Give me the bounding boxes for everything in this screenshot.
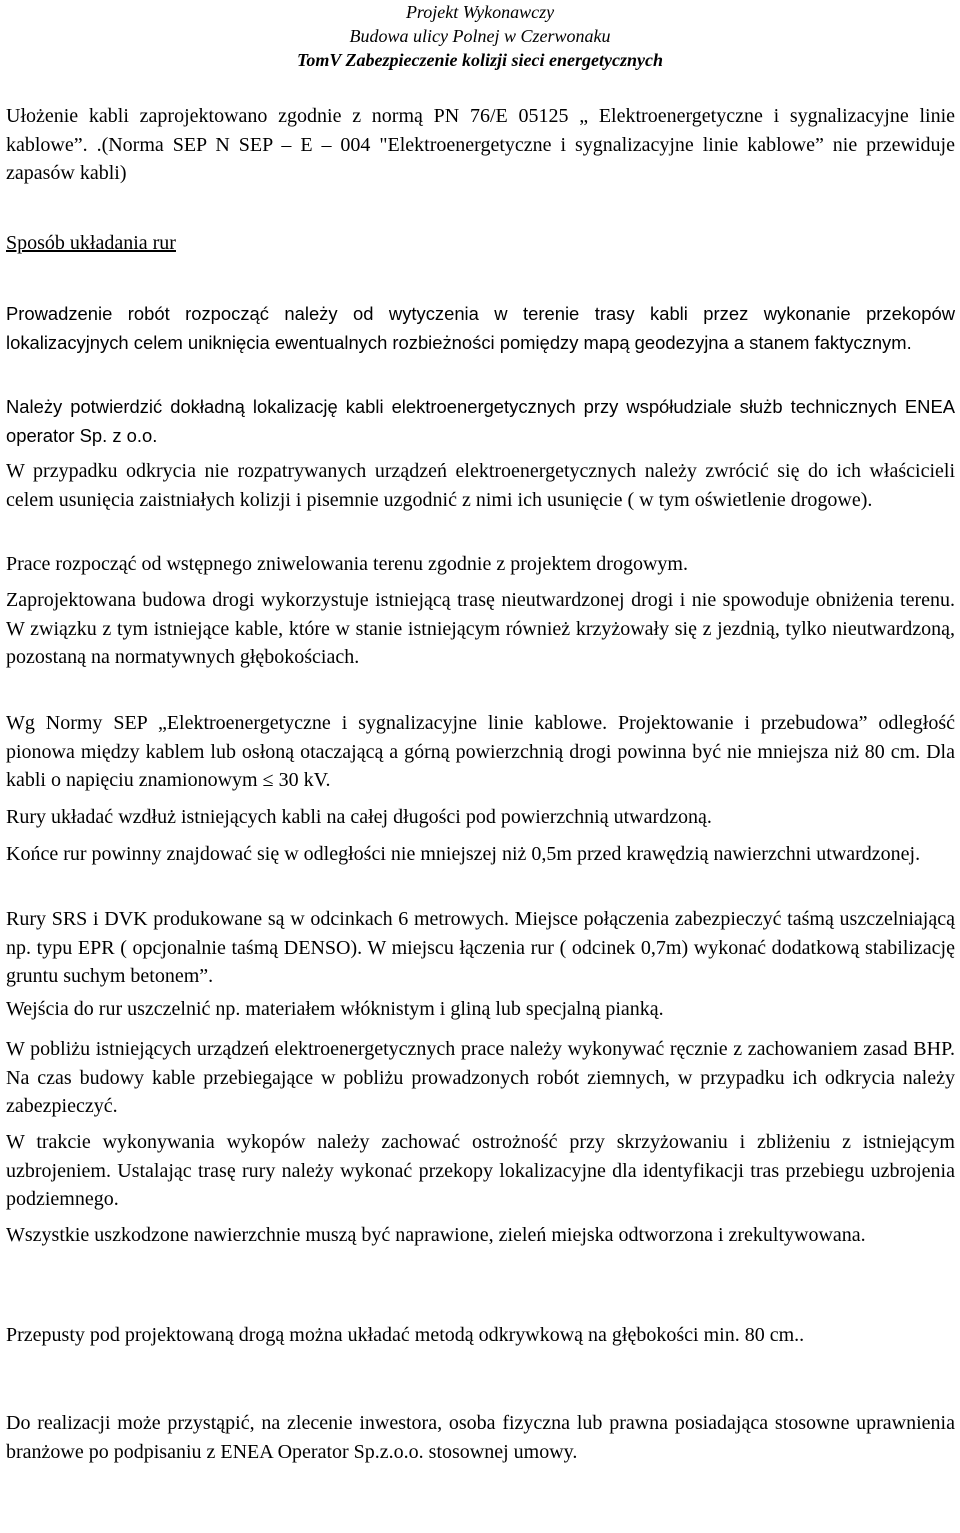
paragraph-road-design: Zaprojektowana budowa drogi wykorzystuje istniejącą trasę nieutwardzonej drogi i nie spowoduje obniżenia terenu. W związku z tym istniejące kable, które w stanie istniejącym również krzyżowały się z jezdnią, tylko nieutwardzoną, pozostaną na normatywnych głębokościach. [6, 589, 955, 669]
paragraph-leveling: Prace rozpocząć od wstępnego zniwelowania terenu zgodnie z projektem drogowym. [6, 553, 688, 575]
header-volume-title: TomV Zabezpieczenie kolizji sieci energetycznych [297, 50, 663, 70]
paragraph-manual-work: W pobliżu istniejących urządzeń elektroenergetycznych prace należy wykonywać ręcznie z zachowaniem zasad BHP. Na czas budowy kable przebiegające w pobliżu prowadzonych robót ziemnych, w przypadku ich odkrycia należy zabezpieczyć. [6, 1038, 955, 1118]
intro-paragraph: Ułożenie kabli zaprojektowano zgodnie z normą PN 76/E 05125 „ Elektroenergetyczne i sygnalizacyjne linie kablowe”. .(Norma SEP N SEP – E – 004 "Elektroenergetyczne i sygnalizacyjne linie kablowe” nie przewiduje zapasów kabli) [6, 105, 955, 185]
paragraph-discovery: W przypadku odkrycia nie rozpatrywanych urządzeń elektroenergetycznych należy zwrócić się do ich właścicieli celem usunięcia zaistniałych kolizji i pisemnie uzgodnić z nimi ich usunięcie ( w tym oświetlenie drogowe). [6, 460, 955, 511]
paragraph-norm-distance: Wg Normy SEP „Elektroenergetyczne i sygnalizacyjne linie kablowe. Projektowanie i przebudowa” odległość pionowa między kablem lub osłoną otaczającą a górną powierzchnią drogi powinna być nie mniejsza niż 80 cm. Dla kabli o napięciu znamionowym ≤ 30 kV. [6, 712, 955, 792]
header-project-title: Budowa ulicy Polnej w Czerwonaku [349, 26, 611, 46]
paragraph-excavation-caution: W trakcie wykonywania wykopów należy zachować ostrożność przy skrzyżowaniu i zbliżeniu z istniejącym uzbrojeniem. Ustalając trasę rury należy wykonać przekopy lokalizacyjne dla identyfikacji tras przebiegu uzbrojenia podziemnego. [6, 1131, 955, 1211]
paragraph-confirm-location: Należy potwierdzić dokładną lokalizację kabli elektroenergetycznych przy współudziale służb technicznych ENEA operator Sp. z o.o. [6, 396, 955, 446]
document-header [0, 0, 960, 72]
paragraph-pipe-laying: Rury układać wzdłuż istniejących kabli na całej długości pod powierzchnią utwardzoną. [6, 806, 712, 828]
paragraph-pipe-joints: Rury SRS i DVK produkowane są w odcinkach 6 metrowych. Miejsce połączenia zabezpieczyć taśmą uszczelniającą np. typu EPR ( opcjonalnie taśmą DENSO). W miejscu łączenia rur ( odcinek 0,7m) wykonać dodatkową stabilizację gruntu suchym betonem”. [6, 908, 955, 988]
paragraph-culverts: Przepusty pod projektowaną drogą można układać metodą odkrywkową na głębokości min. 80 cm.. [6, 1324, 805, 1346]
section-heading: Sposób układania rur [6, 232, 176, 254]
paragraph-contractor: Do realizacji może przystąpić, na zlecenie inwestora, osoba fizyczna lub prawna posiadająca stosowne uprawnienia branżowe po podpisaniu z ENEA Operator Sp.z.o.o. stosownej umowy. [6, 1412, 955, 1463]
paragraph-pipe-ends: Końce rur powinny znajdować się w odległości nie mniejszej niż 0,5m przed krawędzią nawierzchni utwardzonej. [6, 843, 921, 865]
paragraph-pipe-sealing: Wejścia do rur uszczelnić np. materiałem włóknistym i gliną lub specjalną pianką. [6, 998, 664, 1020]
paragraph-survey: Prowadzenie robót rozpocząć należy od wytyczenia w terenie trasy kabli przez wykonanie przekopów lokalizacyjnych celem uniknięcia ewentualnych rozbieżności pomiędzy mapą geodezyjna a stanem faktycznym. [6, 303, 955, 353]
header-project-type: Projekt Wykonawczy [405, 2, 555, 22]
paragraph-restoration: Wszystkie uszkodzone nawierzchnie muszą być naprawione, zieleń miejska odtworzona i zrekultywowana. [6, 1224, 866, 1246]
